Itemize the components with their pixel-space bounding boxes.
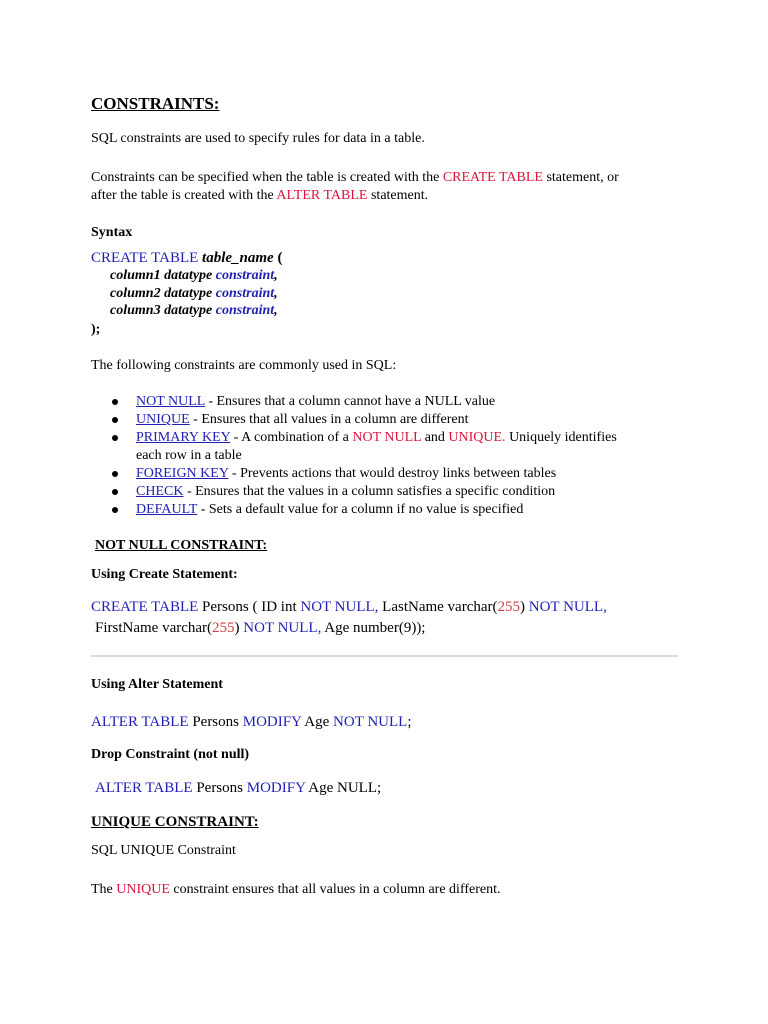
list-item-desc: Uniquely identifies [505,430,617,445]
list-item [112,501,672,519]
unique-keyword: UNIQUE [116,882,170,897]
spec-text: after the table is created with the [91,188,277,203]
column-def: column3 datatype [110,303,216,318]
constraint-placeholder: constraint [215,303,275,318]
column-def: column1 datatype [110,268,216,283]
list-item-desc: each row in a table [136,448,242,463]
spec-text: statement, or [542,170,619,185]
code-text: Persons ( ID int [198,599,301,615]
alter-statement-line [91,714,412,731]
bullet-icon [112,471,118,477]
code-text: Persons [188,714,243,730]
horizontal-divider [91,655,678,657]
not-null-keyword: NOT NULL, [528,599,607,615]
comma: , [274,268,278,283]
foreign-key-link[interactable]: FOREIGN KEY [136,466,229,481]
primary-key-link[interactable]: PRIMARY KEY [136,430,231,445]
desc-text: The [91,882,117,897]
common-constraints-intro: The following constraints are commonly used in SQL: [91,358,397,373]
open-paren: ( [273,250,283,266]
using-create-label: Using Create Statement: [91,567,238,582]
create-table-keyword: CREATE TABLE [91,250,199,266]
syntax-column-line [110,268,278,284]
intro-paragraph: SQL constraints are used to specify rules for data in a table. [91,131,425,146]
default-link[interactable]: DEFAULT [136,502,198,517]
code-text: LastName varchar( [378,599,498,615]
alter-table-keyword: ALTER TABLE [91,714,189,730]
not-null-link[interactable]: NOT NULL [136,394,205,409]
alter-table-keyword: ALTER TABLE [276,188,368,203]
spec-text: Constraints can be specified when the table is created with the [91,170,443,185]
unique-subtitle: SQL UNIQUE Constraint [91,843,236,858]
drop-statement-line [95,780,381,797]
constraints-list [112,393,672,519]
drop-constraint-label: Drop Constraint (not null) [91,747,250,762]
list-item-desc: - Ensures that all values in a column are different [189,412,469,427]
number-literal: 255 [497,599,521,615]
create-statement-line-2 [95,620,425,637]
list-item [112,429,672,465]
not-null-keyword: NOT NULL, [300,599,379,615]
syntax-column-line [110,303,278,319]
code-text: FirstName varchar( [95,620,213,636]
unique-section-title: UNIQUE CONSTRAINT: [91,814,259,830]
list-item-desc: - Ensures that the values in a column satisfies a specific condition [183,484,556,499]
not-null-section-title: NOT NULL CONSTRAINT: [95,538,268,553]
list-item [112,411,672,429]
using-alter-label: Using Alter Statement [91,677,223,692]
check-link[interactable]: CHECK [136,484,184,499]
create-statement-line-1 [91,599,607,616]
list-item-desc: - Sets a default value for a column if no value is specified [197,502,524,517]
unique-keyword: UNIQUE. [448,430,506,445]
bullet-icon [112,435,118,441]
number-literal: 255 [212,620,235,636]
modify-keyword: MODIFY [242,714,302,730]
list-item [112,393,672,411]
create-table-keyword: CREATE TABLE [91,599,199,615]
list-item-desc: - Prevents actions that would destroy links between tables [228,466,557,481]
code-text: ; [407,714,412,730]
syntax-column-line [110,286,278,302]
list-item [112,465,672,483]
constraint-placeholder: constraint [215,286,275,301]
not-null-keyword: NOT NULL, [243,620,322,636]
list-item-desc: - Ensures that a column cannot have a NULL value [204,394,496,409]
alter-table-keyword: ALTER TABLE [95,780,193,796]
syntax-create-line [91,250,282,267]
list-item [112,483,672,501]
syntax-close: ); [91,322,101,337]
bullet-icon [112,399,118,405]
code-text: Age [301,714,334,730]
syntax-label: Syntax [91,225,133,240]
table-name-placeholder: table_name [202,250,274,266]
unique-link[interactable]: UNIQUE [136,412,190,427]
list-item-desc: and [421,430,449,445]
modify-keyword: MODIFY [246,780,306,796]
bullet-icon [112,417,118,423]
bullet-icon [112,507,118,513]
comma: , [274,286,278,301]
list-item-desc: - A combination of a [230,430,353,445]
comma: , [274,303,278,318]
code-text: Age NULL; [305,780,382,796]
code-text: ) [520,599,529,615]
desc-text: constraint ensures that all values in a column are different. [169,882,501,897]
spec-line-2 [91,188,428,204]
column-def: column2 datatype [110,286,216,301]
not-null-keyword: NOT NULL [333,714,408,730]
code-text: Persons [192,780,247,796]
spec-text: statement. [367,188,429,203]
not-null-keyword: NOT NULL [352,430,422,445]
unique-description [91,882,501,898]
create-table-keyword: CREATE TABLE [442,170,543,185]
constraint-placeholder: constraint [215,268,275,283]
bullet-icon [112,489,118,495]
spec-line-1 [91,170,619,186]
page-title: CONSTRAINTS: [91,94,220,113]
code-text: ) [234,620,244,636]
code-text: Age number(9)); [321,620,426,636]
